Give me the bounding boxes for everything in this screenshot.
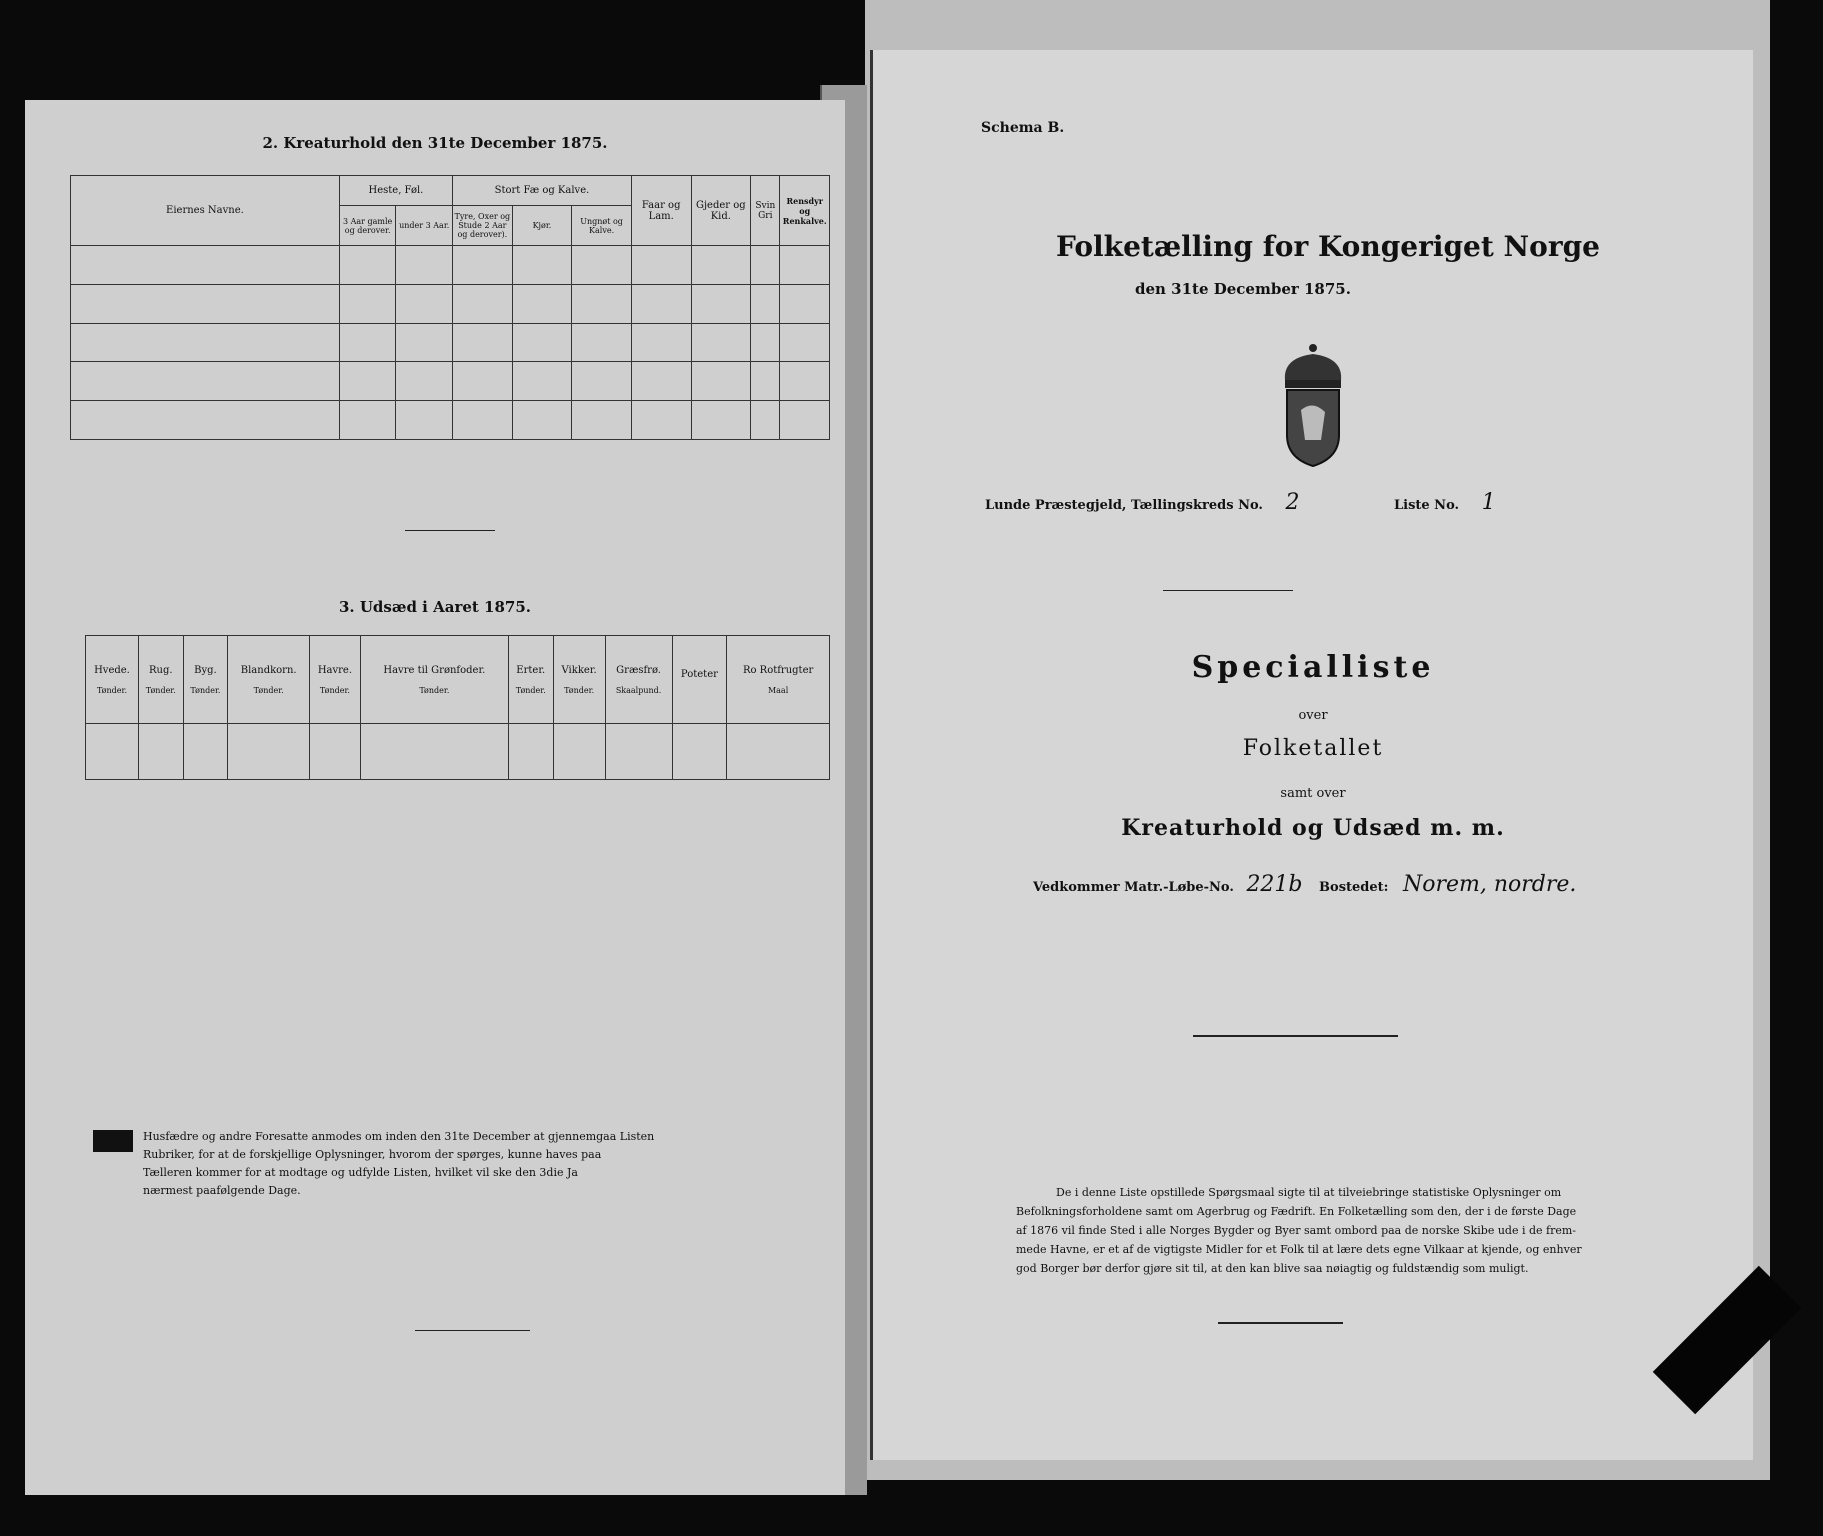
col-horses-old: 3 Aar gamle og derover. [339, 206, 396, 246]
sowing-col-header [138, 636, 183, 724]
table-cell [605, 724, 672, 780]
matr-no: 221b [1246, 872, 1303, 897]
sowing-col-header [672, 636, 727, 724]
col-sheep: Faar og Lam. [631, 176, 691, 246]
sowing-col-unit: Tønder. [515, 685, 546, 695]
table-cell [228, 724, 310, 780]
sowing-col-unit: Tønder. [564, 685, 595, 695]
paragraph-line: god Borger bør derfor gjøre sit til, at den kan blive saa nøiagtig og fuldstændig som muligt. [1016, 1262, 1529, 1275]
livestock-table [70, 175, 830, 440]
sowing-col-name: Hvede. [94, 664, 130, 676]
table-cell [86, 724, 139, 780]
sowing-table [85, 635, 830, 780]
folketallet-heading: Folketallet [1242, 736, 1384, 761]
sowing-col-unit: Skaalpund. [615, 685, 662, 695]
sowing-col-name: Rug. [149, 664, 173, 676]
group-horses: Heste, Føl. [339, 176, 452, 206]
samt-over-label: samt over [1280, 786, 1346, 801]
coat-of-arms-icon [1273, 340, 1353, 470]
paragraph-line: Befolkningsforholdene samt om Agerbrug og Fædrift. En Folketælling som den, der i de første Dage [1016, 1205, 1577, 1218]
table-cell [183, 724, 228, 780]
sowing-col-header [228, 636, 310, 724]
sowing-col-header [86, 636, 139, 724]
table-cell [553, 724, 605, 780]
sowing-col-unit: Tønder. [419, 685, 450, 695]
col-pigs: Svin Gri [751, 176, 780, 246]
sowing-col-name: Byg. [194, 664, 217, 676]
col-reindeer: Rensdyr og Renkalve. [780, 176, 830, 246]
table-cell [310, 724, 361, 780]
matr-line [1033, 872, 1733, 897]
col-goats: Gjeder og Kid. [691, 176, 751, 246]
district-no: 2 [1285, 490, 1300, 515]
col-owner: Eiernes Navne. [71, 176, 340, 246]
sowing-col-name: Havre. [317, 664, 353, 676]
notice-text [143, 1128, 843, 1200]
table-cell [727, 724, 830, 780]
group-cattle: Stort Fæ og Kalve. [453, 176, 632, 206]
sowing-col-unit: Tønder. [145, 685, 176, 695]
divider [1193, 1035, 1398, 1037]
sowing-col-name: Blandkorn. [240, 664, 297, 676]
sowing-col-header [183, 636, 228, 724]
section2-title: 2. Kreaturhold den 31te December 1875. [262, 134, 608, 152]
sowing-col-header [508, 636, 553, 724]
table-row [86, 724, 830, 780]
paragraph-line: mede Havne, er et af de vigtigste Midler for et Folk til at lære dets egne Vilkaar at kjende, og enhver [1016, 1243, 1582, 1256]
parish-line [985, 490, 1685, 515]
table-cell [360, 724, 508, 780]
col-horses-young: under 3 Aar. [396, 206, 453, 246]
left-page [25, 100, 845, 1495]
sowing-col-header [553, 636, 605, 724]
over-label: over [1298, 708, 1328, 723]
table-row [71, 323, 830, 362]
sowing-col-header [360, 636, 508, 724]
divider [1163, 590, 1293, 591]
notice-line: Husfædre og andre Foresatte anmodes om inden den 31te December at gjennemgaa Listen [143, 1130, 655, 1143]
sowing-col-header [310, 636, 361, 724]
section3-title: 3. Udsæd i Aaret 1875. [338, 598, 532, 616]
specialliste-heading: Specialliste [1191, 650, 1435, 685]
sowing-col-name: Erter. [516, 664, 546, 676]
col-cows: Kjør. [512, 206, 572, 246]
notice-line: Tælleren kommer for at modtage og udfylde Listen, hvilket vil ske den 3die Ja [143, 1166, 578, 1179]
table-row [71, 362, 830, 401]
document-subtitle: den 31te December 1875. [1135, 280, 1351, 298]
sowing-col-unit: Tønder. [319, 685, 350, 695]
notice-line: nærmest paafølgende Dage. [143, 1184, 301, 1197]
table-cell [508, 724, 553, 780]
paragraph-line: af 1876 vil finde Sted i alle Norges Bygder og Byer samt ombord paa de norske Skibe ude i de frem- [1016, 1224, 1577, 1237]
sowing-col-name: Havre til Grønfoder. [383, 664, 486, 676]
sowing-col-unit: Tønder. [96, 685, 127, 695]
document-title: Folketælling for Kongeriget Norge [1056, 230, 1600, 263]
sowing-col-header [727, 636, 830, 724]
sowing-col-header [605, 636, 672, 724]
bosted-value: Norem, nordre. [1403, 872, 1577, 897]
pointing-hand-icon [93, 1130, 133, 1152]
right-page [870, 50, 1753, 1460]
matr-label: Vedkommer Matr.-Løbe-No. [1033, 880, 1234, 895]
notice-line: Rubriker, for at de forskjellige Oplysninger, hvorom der spørges, kunne haves paa [143, 1148, 602, 1161]
sowing-col-unit: Tønder. [253, 685, 284, 695]
table-row [71, 401, 830, 440]
table-row [71, 246, 830, 285]
table-row [71, 284, 830, 323]
divider [405, 530, 495, 531]
list-label: Liste No. [1393, 498, 1460, 513]
bosted-label: Bostedet: [1319, 880, 1389, 895]
list-no: 1 [1481, 490, 1496, 515]
district-label: Tællingskreds No. [1130, 498, 1263, 513]
sowing-col-unit: Tønder. [190, 685, 221, 695]
intro-paragraph [1016, 1183, 1626, 1278]
schema-label: Schema B. [981, 120, 1065, 136]
kreaturhold-heading: Kreaturhold og Udsæd m. m. [1121, 815, 1505, 841]
sowing-col-unit: Maal [767, 685, 789, 695]
sowing-col-name: Poteter [680, 669, 718, 680]
paragraph-line: De i denne Liste opstillede Spørgsmaal sigte til at tilveiebringe statistiske Oplysninger om [1056, 1186, 1562, 1199]
sowing-col-name: Vikker. [561, 664, 597, 676]
divider [1218, 1322, 1343, 1324]
sowing-col-name: Græsfrø. [616, 664, 661, 676]
col-calves: Ungnøt og Kalve. [572, 206, 632, 246]
divider [415, 1330, 530, 1331]
sowing-col-name: Ro Rotfrugter [742, 664, 814, 676]
parish-label: Lunde Præstegjeld, [985, 498, 1127, 513]
col-bulls: Tyre, Oxer og Stude 2 Aar og derover). [453, 206, 513, 246]
table-cell [672, 724, 727, 780]
table-cell [138, 724, 183, 780]
